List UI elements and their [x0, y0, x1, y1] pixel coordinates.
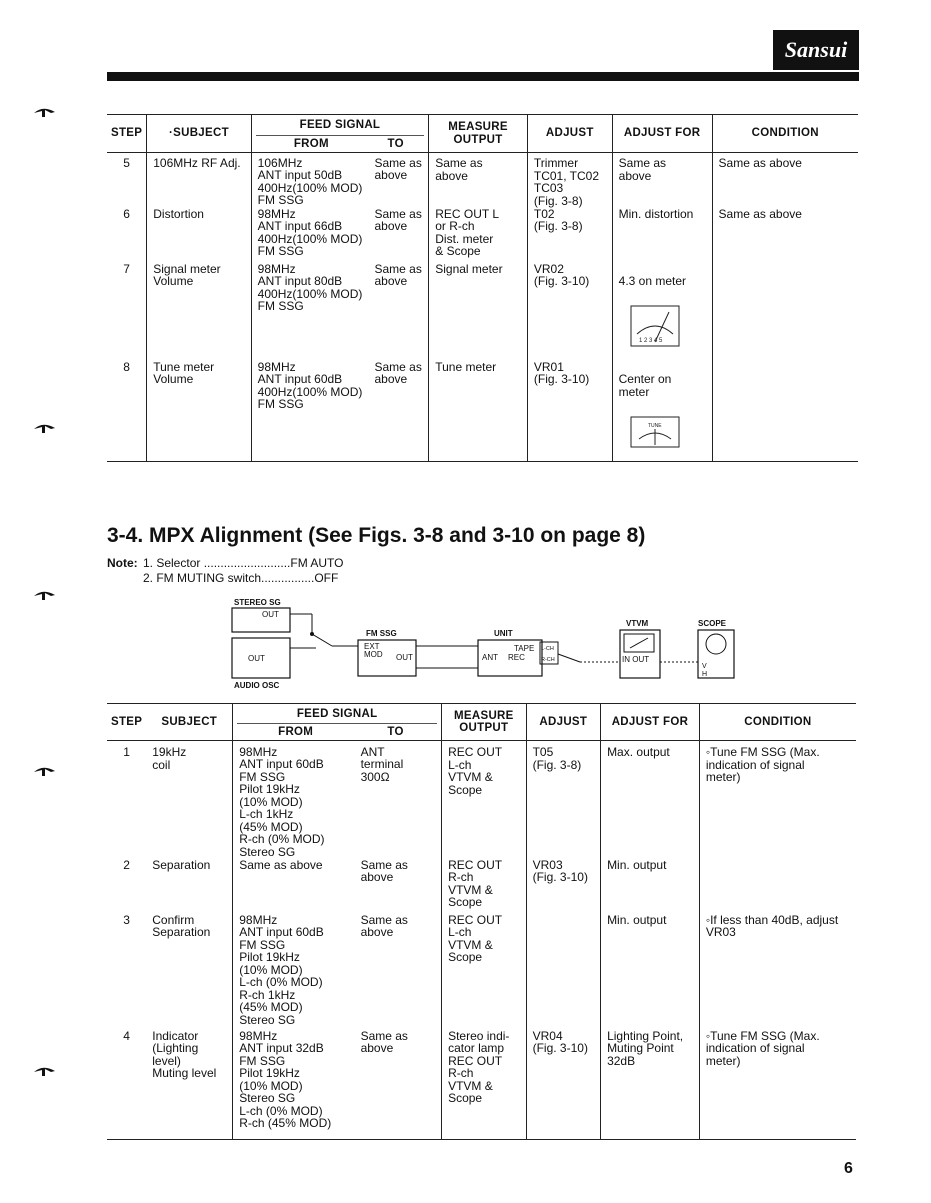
punch-mark-icon	[33, 587, 57, 601]
table-row	[107, 1030, 856, 1140]
punch-mark-icon	[33, 1063, 57, 1077]
col-adjust-for: ADJUST FOR	[612, 115, 712, 153]
feed-signal-label: FEED SIGNAL	[299, 119, 381, 131]
ant-label: ANT	[482, 653, 498, 662]
cell-from: 98MHz ANT input 60dB 400Hz(100% MOD) FM SSG	[251, 361, 368, 462]
cell-adjust: Trimmer TC01, TC02 TC03 (Fig. 3-8)	[527, 153, 612, 208]
cell-step: 6	[123, 206, 130, 221]
col-step: STEP	[107, 115, 147, 153]
cell-adjust-for: Same as above	[612, 153, 712, 208]
cell-adjust-for: Min. distortion	[612, 208, 712, 263]
cell-adjust-for	[612, 263, 712, 361]
tape-label: TAPE	[514, 644, 535, 653]
cell-adjust-for: Min. output	[601, 914, 700, 1030]
scope-h: H	[702, 671, 708, 678]
cell-measure: REC OUT L-ch VTVM & Scope	[442, 914, 527, 1030]
cell-step: 3	[123, 912, 130, 927]
cell-to: Same as above	[374, 261, 422, 288]
note-item: 2. FM MUTING switch................OFF	[143, 571, 339, 585]
cell-from: 98MHz ANT input 60dB FM SSG Pilot 19kHz (10% MOD) L-ch 1kHz (45% MOD) R-ch (0% MOD) Stereo SG	[233, 741, 355, 859]
cell-subject: Separation	[152, 857, 211, 872]
cell-adjust: VR02 (Fig. 3-10)	[527, 263, 612, 361]
cell-adjust: VR03 (Fig. 3-10)	[526, 859, 600, 914]
cell-to: Same as above	[374, 359, 422, 386]
mpx-alignment-table	[107, 703, 856, 1140]
col-subject: ·SUBJECT	[147, 115, 251, 153]
stereo-sg-box	[232, 608, 290, 632]
cell-to: Same as above	[360, 857, 408, 884]
cell-measure: REC OUT L-ch VTVM & Scope	[442, 741, 527, 859]
cell-condition: ◦Tune FM SSG (Max. indication of signal meter)	[699, 741, 856, 859]
punch-mark-icon	[33, 763, 57, 777]
col-to: TO	[387, 137, 404, 150]
cell-subject: 106MHz RF Adj.	[147, 153, 251, 208]
cell-subject: 19kHz coil	[152, 745, 187, 772]
cell-condition: Same as above	[712, 153, 858, 208]
cell-step: 1	[123, 745, 130, 759]
cell-to: Same as above	[374, 206, 422, 233]
cell-from: 106MHz ANT input 50dB 400Hz(100% MOD) FM SSG	[251, 153, 368, 208]
fm-alignment-table	[107, 114, 858, 462]
stereo-sg-label: STEREO SG	[234, 598, 281, 607]
cell-adjust: VR04 (Fig. 3-10)	[526, 1030, 600, 1140]
cell-adjust: VR01 (Fig. 3-10)	[527, 361, 612, 462]
note-label: Note:	[107, 556, 138, 570]
cell-to: ANT terminal 300Ω	[360, 744, 404, 784]
cell-subject: Tune meter Volume	[147, 361, 251, 462]
feed-signal-label: FEED SIGNAL	[296, 707, 378, 720]
page-number: 6	[844, 1160, 853, 1177]
cell-from: 98MHz ANT input 80dB 400Hz(100% MOD) FM SSG	[251, 263, 368, 361]
cell-measure: Signal meter	[429, 263, 528, 361]
cell-condition	[699, 859, 856, 914]
vtvm-in-out: IN OUT	[622, 655, 650, 664]
col-condition: CONDITION	[699, 704, 856, 741]
punch-mark-icon	[33, 104, 57, 118]
cell-to: Same as above	[374, 155, 422, 182]
cell-measure: REC OUT L or R-ch Dist. meter & Scope	[429, 208, 528, 263]
cell-measure: Stereo indi- cator lamp REC OUT R-ch VTVM & Scope	[442, 1030, 527, 1140]
table-row	[107, 263, 858, 361]
cell-step: 2	[123, 857, 130, 872]
connection-diagram	[228, 596, 740, 690]
notes	[107, 556, 344, 586]
col-from: FROM	[278, 726, 314, 738]
rec-label: REC	[508, 653, 525, 662]
cell-condition: ◦Tune FM SSG (Max. indication of signal meter)	[699, 1030, 856, 1140]
cell-measure: Same as above	[429, 153, 528, 208]
col-adjust: ADJUST	[527, 115, 612, 153]
col-measure-output: MEASURE OUTPUT	[442, 704, 527, 741]
col-step: STEP	[107, 704, 146, 741]
col-adjust: ADJUST	[526, 704, 600, 741]
cell-adjust: T05 (Fig. 3-8)	[526, 741, 600, 859]
cell-measure: REC OUT R-ch VTVM & Scope	[442, 859, 527, 914]
cell-condition	[712, 263, 858, 361]
cell-measure: Tune meter	[429, 361, 528, 462]
adjust-for-text: Center on meter	[618, 372, 672, 399]
cell-to: Same as above	[360, 1028, 408, 1055]
meter-scale: 1 2 3 4 5	[638, 338, 662, 344]
col-to: TO	[387, 726, 404, 738]
cell-adjust-for	[612, 361, 712, 462]
col-measure-output: MEASURE OUTPUT	[429, 115, 528, 153]
mod-label: MOD	[364, 650, 383, 659]
cell-subject: Signal meter Volume	[147, 263, 251, 361]
col-feed-signal	[233, 704, 442, 741]
table-row	[107, 914, 856, 1030]
punch-mark-icon	[33, 420, 57, 434]
stereo-sg-out: OUT	[262, 610, 279, 619]
cell-from: Same as above	[233, 859, 355, 914]
cell-adjust-for: Lighting Point, Muting Point 32dB	[601, 1030, 700, 1140]
header-rule	[107, 72, 859, 81]
ext-label: EXT	[364, 642, 380, 651]
cell-condition	[712, 361, 858, 462]
table-row	[107, 153, 858, 208]
cell-from: 98MHz ANT input 32dB FM SSG Pilot 19kHz (10% MOD) Stereo SG L-ch (0% MOD) R-ch (45% MOD)	[233, 1030, 355, 1140]
cell-condition: ◦If less than 40dB, adjust VR03	[699, 914, 856, 1030]
col-adjust-for: ADJUST FOR	[601, 704, 700, 741]
cell-condition: Same as above	[712, 208, 858, 263]
unit-label: UNIT	[494, 629, 513, 638]
col-subject: SUBJECT	[146, 704, 232, 741]
col-from: FROM	[293, 137, 329, 150]
cell-adjust-for: Min. output	[601, 859, 700, 914]
col-feed-signal	[251, 115, 429, 153]
cell-subject: Indicator (Lighting level) Muting level	[152, 1028, 217, 1080]
brand-logo: Sansui	[773, 30, 859, 70]
cell-step: 7	[123, 261, 130, 276]
cell-adjust: T02 (Fig. 3-8)	[527, 208, 612, 263]
tune-meter-icon	[619, 415, 683, 449]
rch-label: R-CH	[541, 657, 555, 663]
cell-step: 8	[123, 359, 130, 374]
cell-adjust	[526, 914, 600, 1030]
adjust-for-text: 4.3 on meter	[618, 274, 687, 288]
table-row	[107, 361, 858, 462]
table-row	[107, 859, 856, 914]
cell-step: 4	[123, 1028, 130, 1043]
cell-to: Same as above	[360, 912, 408, 939]
cell-adjust-for: Max. output	[601, 741, 700, 859]
table-row	[107, 741, 856, 859]
lch-label: L-CH	[541, 646, 554, 652]
scope-label: SCOPE	[698, 619, 727, 628]
cell-subject: Confirm Separation	[152, 912, 211, 939]
tune-label: TUNE	[647, 422, 662, 429]
fm-ssg-out: OUT	[396, 653, 413, 662]
vtvm-label: VTVM	[626, 619, 649, 628]
fm-ssg-label: FM SSG	[366, 629, 397, 638]
cell-from: 98MHz ANT input 66dB 400Hz(100% MOD) FM SSG	[251, 208, 368, 263]
audio-osc-label: AUDIO OSC	[234, 681, 280, 690]
cell-step: 5	[123, 156, 130, 170]
scope-v: V	[702, 663, 707, 670]
table-row	[107, 208, 858, 263]
audio-osc-out: OUT	[248, 654, 265, 663]
cell-subject: Distortion	[147, 208, 251, 263]
note-item: 1. Selector ..........................FM AUTO	[143, 556, 344, 570]
col-condition: CONDITION	[712, 115, 858, 153]
cell-from: 98MHz ANT input 60dB FM SSG Pilot 19kHz (10% MOD) L-ch (0% MOD) R-ch 1kHz (45% MOD) Stereo SG	[233, 914, 355, 1030]
signal-meter-icon	[619, 304, 683, 348]
section-title: 3-4. MPX Alignment (See Figs. 3-8 and 3-10 on page 8)	[107, 524, 646, 547]
